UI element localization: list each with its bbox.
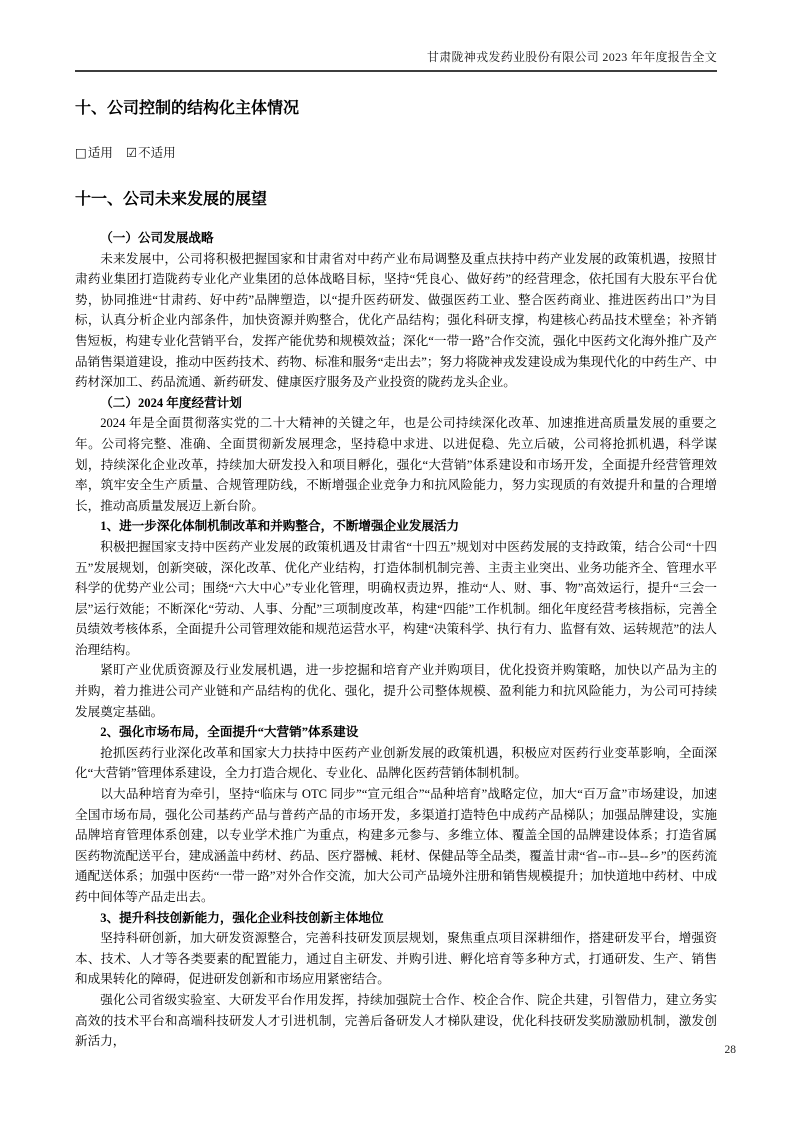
section-10-title: 十、公司控制的结构化主体情况: [75, 100, 300, 117]
option-applicable-label: 适用: [87, 146, 113, 160]
checkbox-unchecked-icon: □: [75, 145, 87, 160]
paragraph-marketing-body-2: 以大品种培育为牵引，坚持“临床与 OTC 同步”“宣元组合”“品种培育”战略定位，加大“百万盒”市场建设，加速全国市场布局，强化公司基药产品与普药产品的市场开发，多渠道打造特色中成药产品梯队；加强品牌建设，实施品牌培育管理体系创建，以专业学术推广为重点，构建多元参与、多维立体、覆盖全国的品牌建设体系；打造省属医药物流配送平台，建成涵盖中药材、药品、医疗器械、耗材、保健品等全品类，覆盖甘肃“省--市--县--乡”的医药流通配送体系；加强中医药“一带一路”对外合作交流，加大公司产品境外注册和销售规模提升；加快道地中药材、中成药中间体等产品走出去。: [75, 787, 717, 904]
checkbox-checked-icon: ☑: [125, 145, 138, 160]
paragraph-marketing-body-1: 抢抓医药行业深化改革和国家大力扶持中医药产业创新发展的政策机遇，积极应对医药行业变革影响，全面深化“大营销”管理体系建设，全力打造合规化、专业化、品牌化医药营销体制机制。: [75, 745, 717, 781]
option-not-applicable-label: 不适用: [138, 146, 176, 160]
option-not-applicable: [126, 145, 176, 161]
subheading-2024-plan: （二）2024 年度经营计划: [100, 395, 242, 410]
subheading-item-2-marketing: 2、强化市场布局，全面提升“大营销”体系建设: [100, 725, 359, 740]
applicability-options: [75, 145, 717, 161]
subheading-item-1-reform: 1、进一步深化体制机制改革和并购整合，不断增强企业发展活力: [100, 519, 460, 534]
paragraph-reform-body-1: 积极把握国家支持中医药产业发展的政策机遇及甘肃省“十四五”规划对中医药发展的支持政策，结合公司“十四五”发展规划，创新突破，深化改革、优化产业结构，打造体制机制完善、主责主业突出、业务功能齐全、管理水平科学的优势产业公司；围绕“六大中心”专业化管理，明确权责边界，推动“人、财、事、物”高效运行，提升“三会一层”运行效能；不断深化“劳动、人事、分配”三项制度改革，构建“四能”工作机制。细化年度经营考核指标，完善全员绩效考核体系，全面提升公司管理效能和规范运营水平，构建“决策科学、执行有力、监督有效、运转规范”的法人治理结构。: [75, 539, 717, 657]
header-divider: [75, 70, 717, 72]
page-number: 28: [724, 1044, 736, 1056]
paragraph-strategy-body: 未来发展中，公司将积极把握国家和甘肃省对中药产业布局调整及重点扶持中药产业发展的政策机遇，按照甘肃药业集团打造陇药专业化产业集团的总体战略目标，坚持“凭良心、做好药”的经营理念，依托国有大股东平台优势，协同推进“甘肃药、好中药”品牌塑造，以“提升医药研发、做强医药工业、整合医药商业、推进医药出口”为目标，认真分析企业内部条件，加快资源并购整合，优化产品结构；强化科研支撑，构建核心药品技术壁垒；补齐销售短板，构建专业化营销平台，发挥产能优势和规模效益；深化“一带一路”合作交流，强化中医药文化海外推广及产品销售渠道建设，推动中医药技术、药物、标准和服务“走出去”；努力将陇神戎发建设成为集现代化的中药生产、中药材深加工、药品流通、新药研发、健康医疗服务及产业投资的陇药龙头企业。: [75, 251, 717, 390]
section-11-content: [75, 228, 717, 1052]
report-header-title: 甘肃陇神戎发药业股份有限公司 2023 年年度报告全文: [426, 50, 717, 64]
paragraph-reform-body-2: 紧盯产业优质资源及行业发展机遇，进一步挖掘和培育产业并购项目，优化投资并购策略，加快以产品为主的并购，着力推进公司产业链和产品结构的优化、强化，提升公司整体规模、盈利能力和抗风险能力，为公司可持续发展奠定基础。: [75, 663, 717, 719]
paragraph-innovation-body-1: 坚持科研创新，加大研发资源整合，完善科技研发顶层规划，聚焦重点项目深耕细作，搭建研发平台，增强资本、技术、人才等各类要素的配置能力，通过自主研发、并购引进、孵化培育等多种方式，打通研发、生产、销售和成果转化的障碍，促进研发创新和市场应用紧密结合。: [75, 931, 717, 987]
subheading-company-strategy: （一）公司发展战略: [100, 231, 214, 245]
section-11-title: 十一、公司未来发展的展望: [75, 191, 268, 208]
paragraph-2024-plan-body: 2024 年是全面贯彻落实党的二十大精神的关键之年，也是公司持续深化改革、加速推进高质量发展的重要之年。公司将完整、准确、全面贯彻新发展理念，坚持稳中求进、以进促稳、先立后破，公司将抢抓机遇，科学谋划，持续深化企业改革，持续加大研发投入和项目孵化，强化“大营销”体系建设和市场开发，全面提升经营管理效率，筑牢安全生产质量、合规管理防线，不断增强企业竞争力和抗风险能力，努力实现质的有效提升和量的合理增长，推动高质量发展迈上新台阶。: [75, 416, 717, 513]
subheading-item-3-innovation: 3、提升科技创新能力，强化企业科技创新主体地位: [100, 910, 384, 925]
paragraph-innovation-body-2: 强化公司省级实验室、大研发平台作用发挥，持续加强院士合作、校企合作、院企共建，引智借力，建立务实高效的技术平台和高端科技研发人才引进机制，完善后备研发人才梯队建设，优化科技研发奖励激励机制，激发创新活力，: [75, 992, 717, 1049]
option-applicable: [75, 145, 113, 161]
